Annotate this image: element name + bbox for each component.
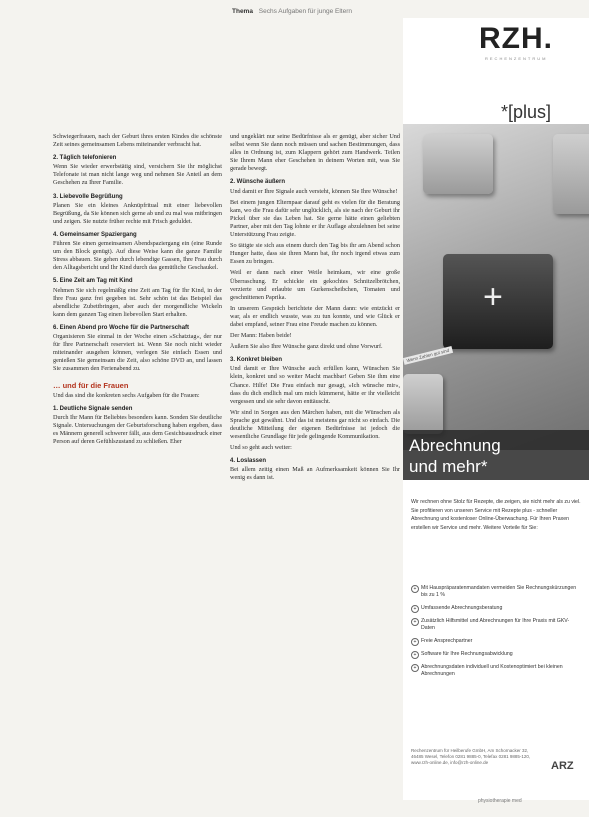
paragraph: In unserem Gespräch berichtete der Mann dann: wie entzückt er war, als er endlich wusste, was zu tun konnte, und wie Glück er dabei empfand, seiner Frau eine Freude machen zu können. (230, 304, 400, 328)
paragraph: Durch Ihr Mann für Beliebtes besonders kann. Sonden Sie deutliche Signale. Untersuchungen der Geburtsforschung haben ergeben, dass es Männern generell schwerer fällt, aus dem Gesichtsausdruck einer Person auf deren Gefühlszustand zu schließen. Eher (53, 413, 222, 445)
section-title: Sechs Aufgaben für junge Eltern (258, 8, 352, 15)
paragraph: Der Mann: Haben beide! (230, 332, 292, 340)
section-heading: 5. Eine Zeit am Tag mit Kind (53, 278, 133, 285)
section-heading: 4. Loslassen (230, 458, 267, 465)
benefit-item: + Mit Hauspräparatenmandaten vermeiden Sie Rechnungskürzungen bis zu 1 % (411, 585, 583, 599)
paragraph: Nehmen Sie sich regelmäßig eine Zeit am Tag für Ihr Kind, in der Ihre Frau ganz frei gegeben ist. Sehr schön ist das Beispiel das abendliche Zubettbringen, aber auch der morgendliche Wickeln kann dem ganzen Tag einen liebevollen Start erhalten. (53, 286, 222, 318)
section-heading: 2. Wünsche äußern (230, 179, 286, 186)
arz-logo: ARZ (551, 760, 574, 772)
paragraph: Und damit er Ihre Signale auch versteht, können Sie Ihre Wünsche! (230, 187, 398, 195)
paragraph: Bei allem zeitig einen Maß an Aufmerksamkeit können Sie Ihr wenig es dann ist. (230, 466, 400, 482)
paragraph: Organisieren Sie einmal in der Woche einen »Schatztag«, der nur für Ihre Partnerschaft reserviert ist. Wenn Sie noch nicht wieder miteinander ausgehen können, verlegen Sie einfach Essen und genießen Sie gemeinsam die Zeit, also schöne DVD an, und lassen Sie zusammen den Ferienabend zu. (53, 332, 222, 373)
keyboard-image (403, 124, 589, 450)
paragraph: Und damit er Ihre Wünsche auch erfüllen kann, Wünschen Sie klein, konkret und so weiter Macht machbar! Geben Sie ihm eine Chance. Hilfe! Die Frau einfach nur gesagt, »Ich wünsche mir«, dass du dich endlich mal um mich kümmerst, hätte er ihr vielleicht vergessen und sie sehr davon enttäuscht. (230, 365, 400, 405)
text-column-middle (230, 133, 400, 486)
paragraph: Und so geht auch weiter: (230, 444, 292, 452)
section-heading: 6. Einen Abend pro Woche für die Partnerschaft (53, 324, 190, 331)
text-column-left (53, 133, 222, 449)
section-heading: 3. Liebevolle Begrüßung (53, 193, 123, 200)
page-header (232, 8, 352, 15)
paragraph: Schwiegerfrauen, nach der Geburt ihres ersten Kindes die schönste Zeit seines gemeinsamen Lebens miteinander verbracht hat. (53, 133, 222, 149)
benefit-item: + Freie Ansprechpartner (411, 638, 583, 645)
benefit-item: + Software für Ihre Rechnungsabwicklung (411, 651, 583, 658)
paragraph: Bei einem jungen Elternpaar darauf geht es vielen für die Beratung kam, wo die Frau dafür sehr unglücklich, als sie nach der Geburt ihr Pickel über sie das Leben hat. Sie gerne hätte einen geliebten Partner, aber mit den Tag lohnte er ihr Auflage abzulehnen bei seine Unterstützung Frau zeigte. (230, 198, 400, 239)
section-heading: … und für die Frauen (53, 381, 129, 391)
rzh-logo: RZH. (479, 22, 553, 55)
section-heading: 2. Täglich telefonieren (53, 155, 117, 162)
ad-intro: Wir rechnen ohne Stolz für Rezepte, die zeigen, sie nicht mehr als zu viel. Sie profitieren von unseren Service mit Rezepte plus - schneller Abrechnung und kostenloser Online-Überwachung. Für Ihren Praxen erstellen wir Service und mehr. Weitere Vorteile für Sie: (411, 499, 581, 531)
paragraph: Äußern Sie also Ihre Wünsche ganz direkt und ohne Vorwurf. (230, 343, 383, 351)
plus-key (443, 254, 553, 349)
sticker-label: Wenn Zahlen gut sind (403, 346, 453, 365)
paragraph: Wir sind in Sorgen aus den Märchen haben, mit die Wünschen als Sprache gut gewähnt. Und das ist meistens gar nicht so einfach. Die deutliche Mitteilung der eigenen Bedürfnisse ist jedoch die wesentliche Grundlage für jede gelingende Kommunikation. (230, 408, 400, 441)
section-heading: 1. Deutliche Signale senden (53, 405, 133, 412)
keyboard-key (553, 134, 589, 214)
paragraph: Planen Sie ein kleines Anknüpfritual mit einer liebevollen Begrüßung, da Sie können sich gerne ab und zu mal was mitbringen und zeigen. Sie nutzte früher rechte mit Frisch geduldet. (53, 201, 222, 225)
paragraph: So tätigte sie sich aus einem durch den Tag bis ihr am Abend schon Hunger hatte, dass sie ihren Mann bat, ihr noch irgend etwas zum Essen zu bringen. (230, 242, 400, 266)
ad-headline (403, 430, 589, 480)
page-footer: physiotherapie med (478, 798, 522, 804)
paragraph: Weil er dann nach einer Weile heimkam, wir eine große Überraschung. Er schickte ein gekochtes Schnitzelbrötchen, verzierte und erlaubte um Gurkenscheibchen, Tomaten und geschnittenen Paprika. (230, 269, 400, 301)
section-heading: 4. Gemeinsamer Spaziergang (53, 231, 137, 238)
keyboard-key (423, 134, 493, 194)
paragraph: Und das sind die konkreten sechs Aufgaben für die Frauen: (53, 391, 200, 399)
paragraph: und ungeklärt nur seine Bedürfnisse als er genügt, aber sicher Und selbst wenn Sie dann noch müssen und sachen Bestimmungen, dass alles in Ordnung ist, zum Klappern gehört zum Handwerk. Teilen Sie Ihrem Mann eher Geschehen in deinem Worten mit, was Sie gerade bewegt. (230, 133, 400, 173)
logo-subtitle: RECHENZENTRUM (485, 56, 548, 61)
benefit-item: + Abrechnungsdaten individuell und Kostenoptimiert bei kleinen Abrechnungen (411, 664, 583, 678)
benefit-item: + Zusätzlich Hilfsmittel und Abrechnungen für Ihre Praxis mit GKV-Daten (411, 618, 583, 632)
ad-headline-line2: und mehr* (409, 457, 488, 476)
contact-info: Rechenzentrum für Heilberufe GmbH, Am Schornacker 32, 46485 Wesel, Telefon 0281 9885-0, Telefax 0281 9885-120, www.rzh-online.de, info@rzh-online.de (411, 748, 531, 765)
keyboard-key (403, 374, 443, 434)
section-heading: 3. Konkret bleiben (230, 357, 283, 364)
ad-headline-line1: Abrechnung (409, 436, 501, 455)
section-label: Thema (232, 8, 253, 15)
benefit-list (411, 585, 583, 684)
plus-icon: + (483, 278, 503, 316)
plus-tagline: *[plus] (501, 102, 552, 122)
advertisement (403, 18, 589, 800)
paragraph: Wenn Sie wieder erwerbstätig sind, versichern Sie ihr möglichst Telefonate ist man nicht lange weg und nehmen Sie Anteil an dem Geschehen zu Ihrer Familie. (53, 163, 222, 187)
benefit-item: + Umfassende Abrechnungsberatung (411, 605, 583, 612)
paragraph: Führen Sie einen gemeinsamen Abendspaziergang ein (eine Runde um den Block genügt). Auf diese Weise kann die ganze Familie Stress abbauen. Sie gehen durch lebendige Gassen, Ihre Frau durch den Alltagsbericht und Ihr Kind durch das gemütliche Geschaukel. (53, 240, 222, 272)
